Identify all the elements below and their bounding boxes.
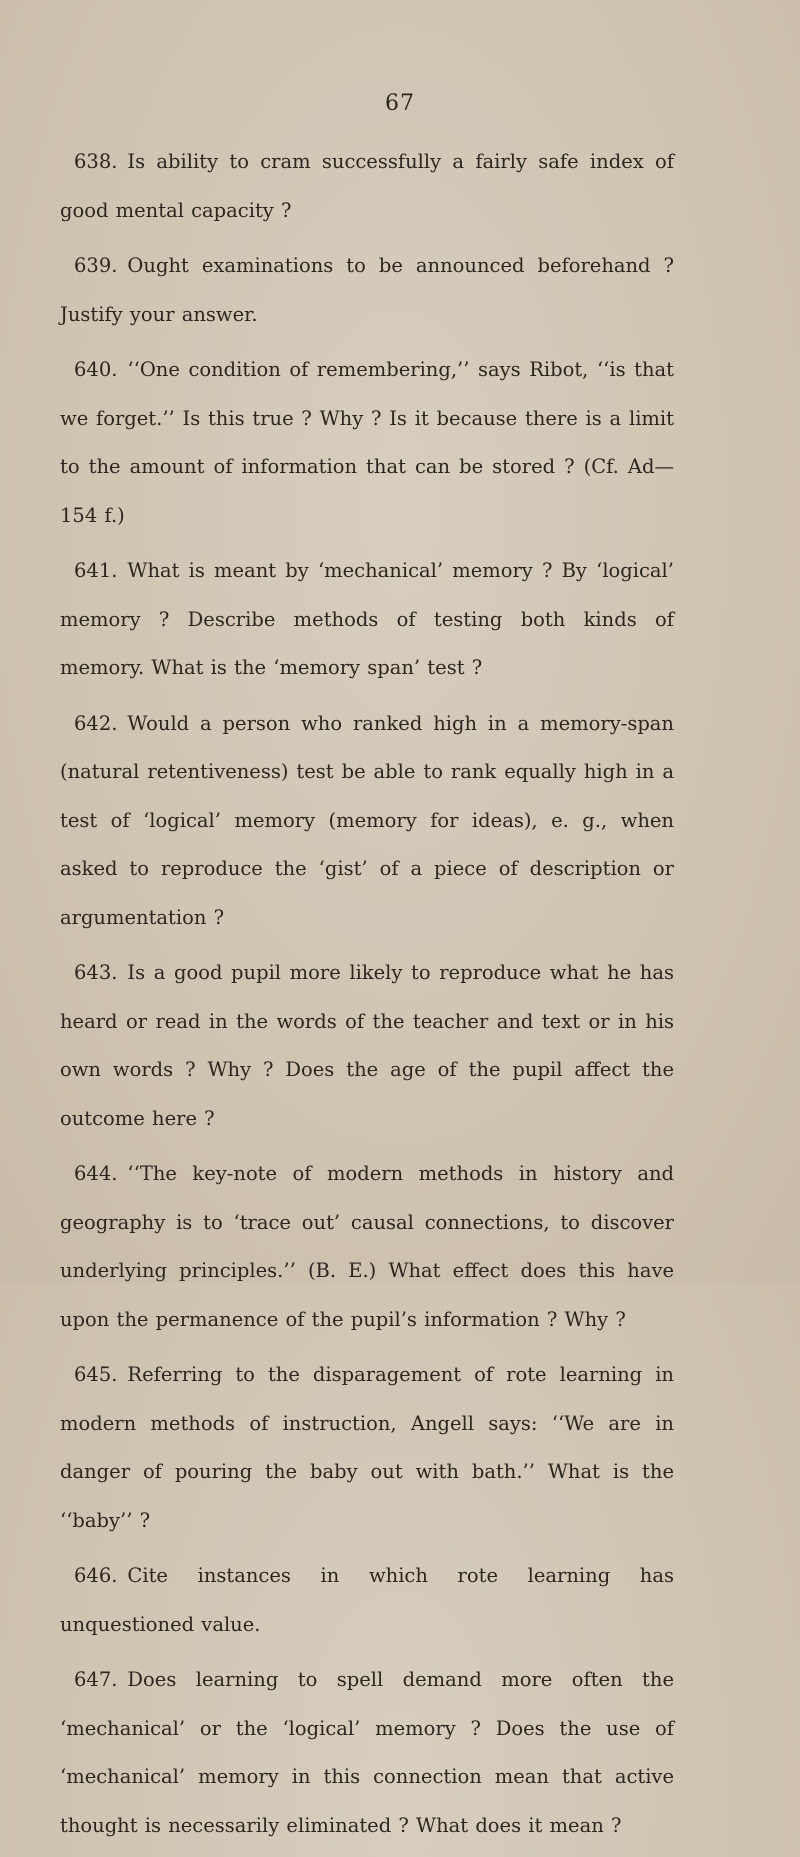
question-text: What is meant by ‘mechanical’ memory ? By ‘logical’ memory ? Describe methods of testing both kinds of memory. What is the ‘memory span’ test ? (60, 559, 674, 679)
question-638 (60, 138, 674, 235)
question-text: Is ability to cram successfully a fairly safe index of good mental capacity ? (60, 150, 674, 222)
question-text: ‘‘The key-note of modern methods in history and geography is to ‘trace out’ causal connections, to discover underlying principles.’’ (B. E.) What effect does this have upon the permanence of the pupil’s information ? Why ? (60, 1162, 674, 1331)
question-640 (60, 346, 674, 540)
question-text: ‘‘One condition of remembering,’’ says Ribot, ‘‘is that we forget.’’ Is this true ? Why ? Is it because there is a limit to the amount of information that can be stored ? (Cf. Ad—154 f.) (60, 358, 674, 527)
question-number: 644. (74, 1162, 118, 1185)
question-number: 646. (74, 1564, 118, 1587)
question-number: 645. (74, 1363, 118, 1386)
question-646 (60, 1552, 674, 1649)
question-639 (60, 242, 674, 339)
question-643 (60, 949, 674, 1143)
question-text: Is a good pupil more likely to reproduce what he has heard or read in the words of the teacher and text or in his own words ? Why ? Does the age of the pupil affect the outcome here ? (60, 961, 674, 1130)
question-number: 647. (74, 1668, 118, 1691)
page-number: 67 (385, 91, 415, 116)
question-number: 638. (74, 150, 118, 173)
question-644 (60, 1150, 674, 1344)
question-number: 641. (74, 559, 118, 582)
question-number: 639. (74, 254, 118, 277)
question-list (60, 138, 674, 1857)
question-number: 642. (74, 711, 118, 735)
question-number: 643. (74, 961, 118, 984)
question-text: Ought examinations to be announced beforehand ? Justify your answer. (60, 254, 674, 326)
question-text: Does learning to spell demand more often the ‘mechanical’ or the ‘logical’ memory ? Does the use of ‘mechanical’ memory in this connection mean that active thought is necessarily eliminated ? What does it mean ? (60, 1668, 674, 1837)
question-number: 640. (74, 358, 118, 381)
question-642 (60, 700, 674, 943)
question-text: Referring to the disparagement of rote learning in modern methods of instruction, Angell says: ‘‘We are in danger of pouring the baby out with bath.’’ What is the ‘‘baby’’ ? (60, 1363, 674, 1532)
question-645 (60, 1351, 674, 1545)
question-text: Would a person who ranked high in a memory-span (natural retentiveness) test be able to rank equally high in a test of ‘logical’ memory (memory for ideas), e. g., when asked to reproduce the ‘gist’ of a piece of description or argumentation ? (60, 711, 674, 929)
question-641 (60, 547, 674, 693)
question-647 (60, 1656, 674, 1850)
question-text: Cite instances in which rote learning has unquestioned value. (60, 1564, 674, 1636)
